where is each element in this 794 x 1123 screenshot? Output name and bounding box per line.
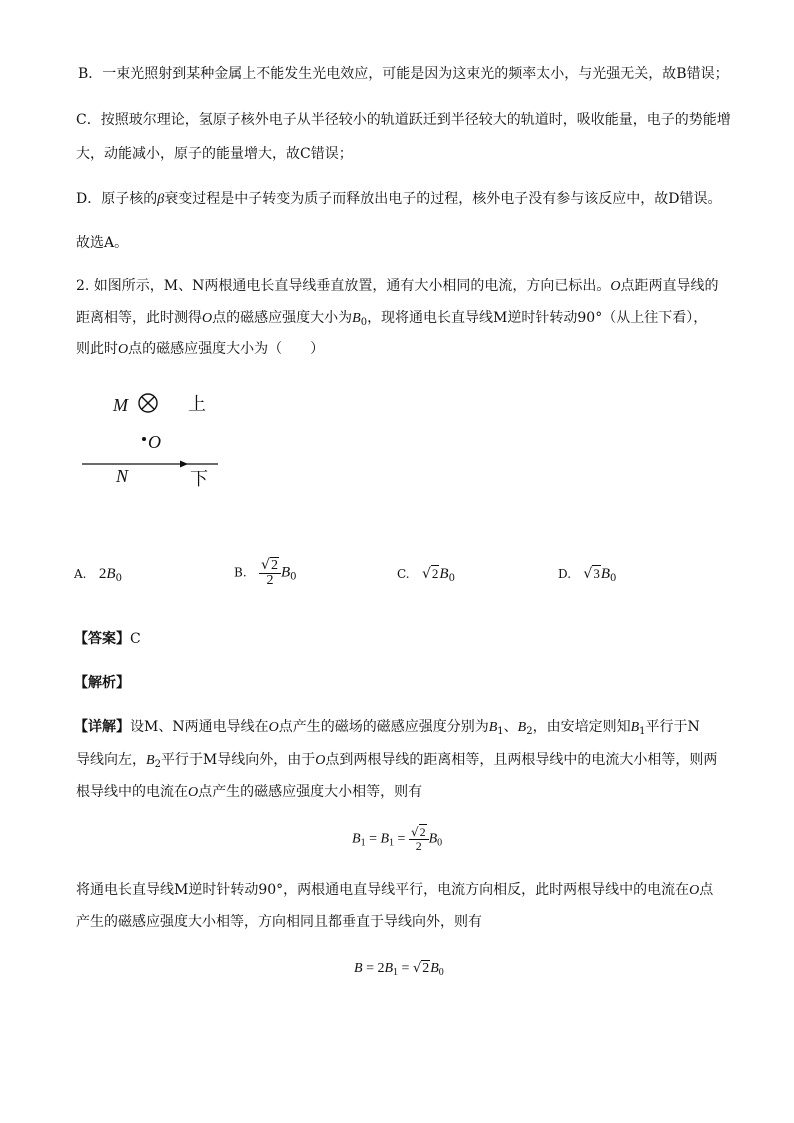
figure-label-down: 下: [190, 469, 208, 490]
figure-label-o: O: [148, 432, 161, 452]
choice-c[interactable]: C. $√2B_0$: [397, 566, 455, 584]
explanation-c-line2: 大，动能减小，原子的能量增大，故C错误；: [76, 146, 353, 162]
equation-1-fraction: $\frac{√2}{2}$: [409, 826, 429, 853]
equation-2: $B = 2B_1 = √2B_0$: [354, 961, 444, 978]
current-into-page-icon: [139, 394, 157, 412]
question-line2: 距离相等，此时测得O点的磁感应强度大小为$B_0$，现将通电长直导线M逆时针转动90°（从上往下看），: [76, 310, 708, 328]
detail-line4: 将通电长直导线M逆时针转动90°，两根通电直导线平行，电流方向相反，此时两根导线中的电流在O点: [76, 882, 714, 898]
figure-wires: [76, 390, 256, 500]
explanation-d: D．原子核的β衰变过程是中子转变为质子而释放出电子的过程，核外电子没有参与该反应中，故D错误。: [76, 191, 722, 207]
detail-line5: 产生的磁感应强度大小相等，方向相同且都垂直于导线向外，则有: [76, 914, 482, 930]
question-line1: 2. 如图所示，M、N两根通电长直导线垂直放置，通有大小相同的电流，方向已标出。O点距两直导线的: [76, 278, 719, 294]
question-line3: 则此时O点的磁感应强度大小为（ ）: [76, 341, 325, 357]
choice-b[interactable]: B. $\frac{√2}{2}$ $B_0$: [234, 557, 297, 588]
explanation-b: B．一束光照射到某种金属上不能发生光电效应，可能是因为这束光的频率太小，与光强无关，故B错误；: [78, 66, 729, 82]
detail-line1: 【详解】设M、N两通电导线在O点产生的磁场的磁感应强度分别为$B_1$、$B_2$，由安培定则知$B_1$平行于N: [74, 719, 700, 737]
figure-label-up: 上: [188, 394, 206, 415]
detail-line2: 导线向左，$B_2$平行于M导线向外，由于O点到两根导线的距离相等，且两根导线中的电流大小相等，则两: [76, 752, 718, 770]
detail-line3: 根导线中的电流在O点产生的磁感应强度大小相等，则有: [76, 784, 423, 800]
equation-1: $B_1 = B_1$ = $\frac{√2}{2}$ $B_0$: [352, 825, 443, 853]
fraction-sqrt2-over-2: $\frac{√2}{2}$: [259, 558, 281, 588]
figure-label-n: N: [116, 466, 129, 486]
beta-symbol: β: [157, 192, 165, 207]
conclusion: 故选A。: [76, 235, 129, 251]
choice-d[interactable]: D. $√3B_0$: [558, 566, 617, 584]
wire-n-arrow-icon: [180, 461, 188, 468]
analysis-tag: 【解析】: [74, 675, 130, 691]
answer-tag: 【答案】: [74, 631, 130, 647]
answer: [74, 629, 141, 649]
answer-value: C: [130, 631, 141, 647]
explanation-c-line1: C．按照玻尔理论，氢原子核外电子从半径较小的轨道跃迁到半径较大的轨道时，吸收能量，电子的势能增: [76, 112, 731, 128]
point-o: [142, 437, 146, 441]
choice-a[interactable]: A. $2B_0$: [74, 566, 122, 584]
figure-label-m: M: [113, 395, 128, 415]
